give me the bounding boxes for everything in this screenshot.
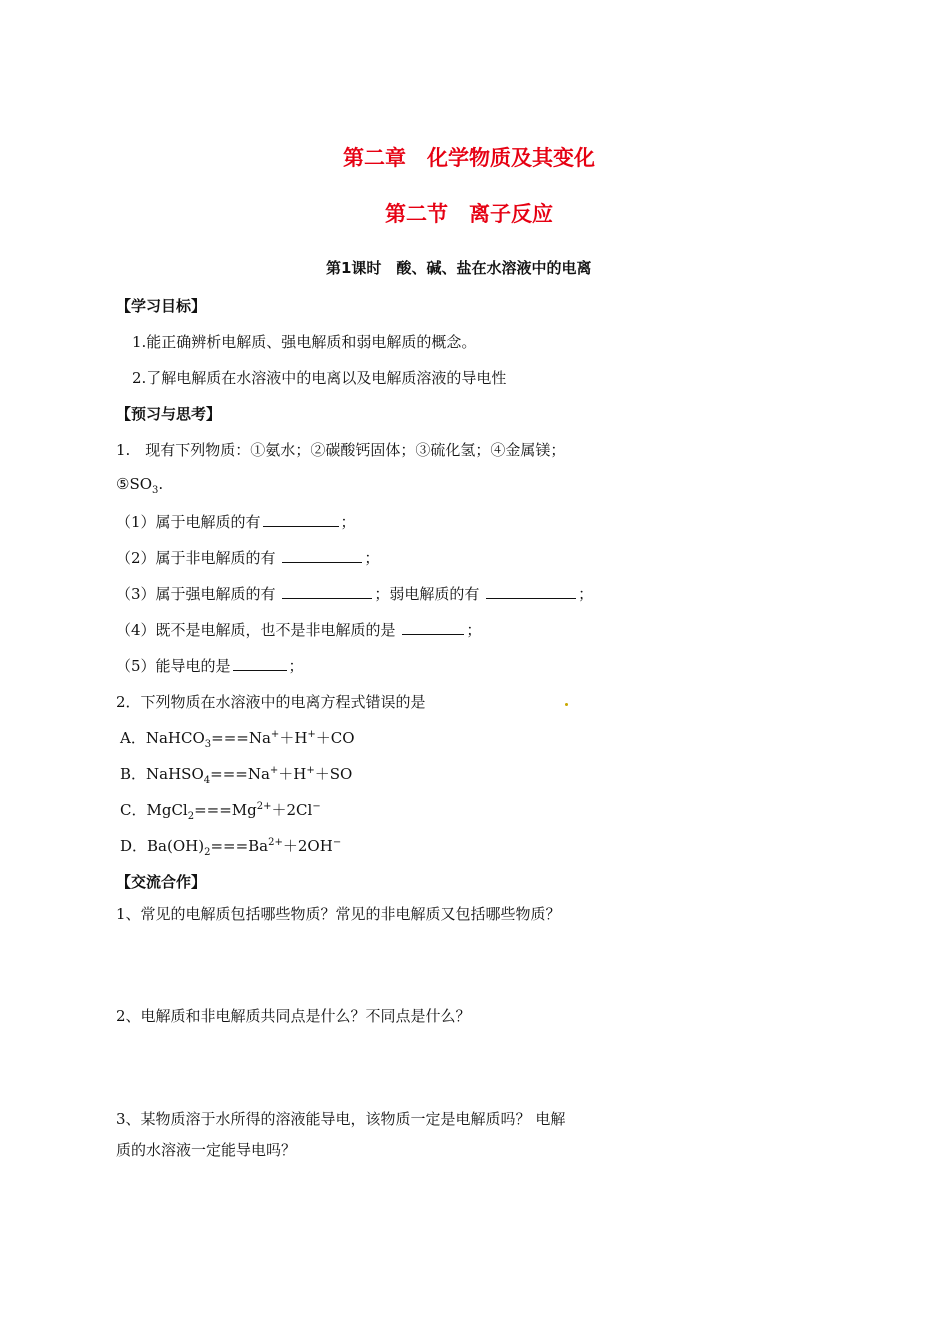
answer-blank[interactable] (263, 512, 339, 527)
question-2: 2．下列物质在水溶液中的电离方程式错误的是 (116, 693, 426, 711)
objective-item-2: 2.了解电解质在水溶液中的电离以及电解质溶液的导电性 (132, 369, 507, 387)
exchange-question-1: 1、常见的电解质包括哪些物质？常见的非电解质又包括哪些物质？ (116, 905, 561, 923)
sub-question-5: （5）能导电的是 ； (116, 657, 304, 675)
answer-blank[interactable] (282, 548, 362, 563)
option-c: C．$MgCl_2===Mg^{2+}+2Cl^-$ (120, 801, 321, 822)
chapter-title: 第二章 化学物质及其变化 (343, 146, 595, 170)
objective-item-1: 1.能正确辨析电解质、强电解质和弱电解质的概念。 (132, 333, 477, 351)
sub-question-3: （3）属于强电解质的有 ；弱电解质的有 ； (116, 585, 594, 603)
question-1-line-1: 1. 现有下列物质：①氨水；②碳酸钙固体；③硫化氢；④金属镁； (116, 441, 566, 459)
sub-question-1: （1）属于电解质的有 ； (116, 513, 356, 531)
sub-question-4: （4）既不是电解质，也不是非电解质的是 ； (116, 621, 482, 639)
exchange-question-3-line-1: 3、某物质溶于水所得的溶液能导电，该物质一定是电解质吗？ 电解 (116, 1110, 566, 1128)
option-b: B．NaHSO$_4$===Na+＋H+＋SO (120, 765, 353, 786)
option-d: D．$Ba(OH)_2===Ba^{2+}+2OH^-$ (120, 837, 342, 858)
answer-blank[interactable] (402, 620, 464, 635)
exchange-question-2: 2、电解质和非电解质共同点是什么？不同点是什么？ (116, 1007, 471, 1025)
answer-blank[interactable] (486, 584, 576, 599)
question-1-line-2: $⑤SO_3$. (116, 475, 164, 496)
sub-question-2: （2）属于非电解质的有 ； (116, 549, 380, 567)
objectives-heading: 【学习目标】 (116, 297, 207, 315)
option-a: A．NaHCO$_3$===Na+＋H+＋CO (120, 729, 355, 750)
exchange-question-3-line-2: 质的水溶液一定能导电吗？ (116, 1141, 297, 1159)
answer-blank[interactable] (282, 584, 372, 599)
section-title: 第二节 离子反应 (385, 202, 553, 226)
stray-dot (565, 703, 568, 706)
exchange-heading: 【交流合作】 (116, 873, 207, 891)
answer-blank[interactable] (233, 656, 287, 671)
preview-heading: 【预习与思考】 (116, 405, 222, 423)
lesson-title: 第1课时 酸、碱、盐在水溶液中的电离 (326, 259, 592, 277)
